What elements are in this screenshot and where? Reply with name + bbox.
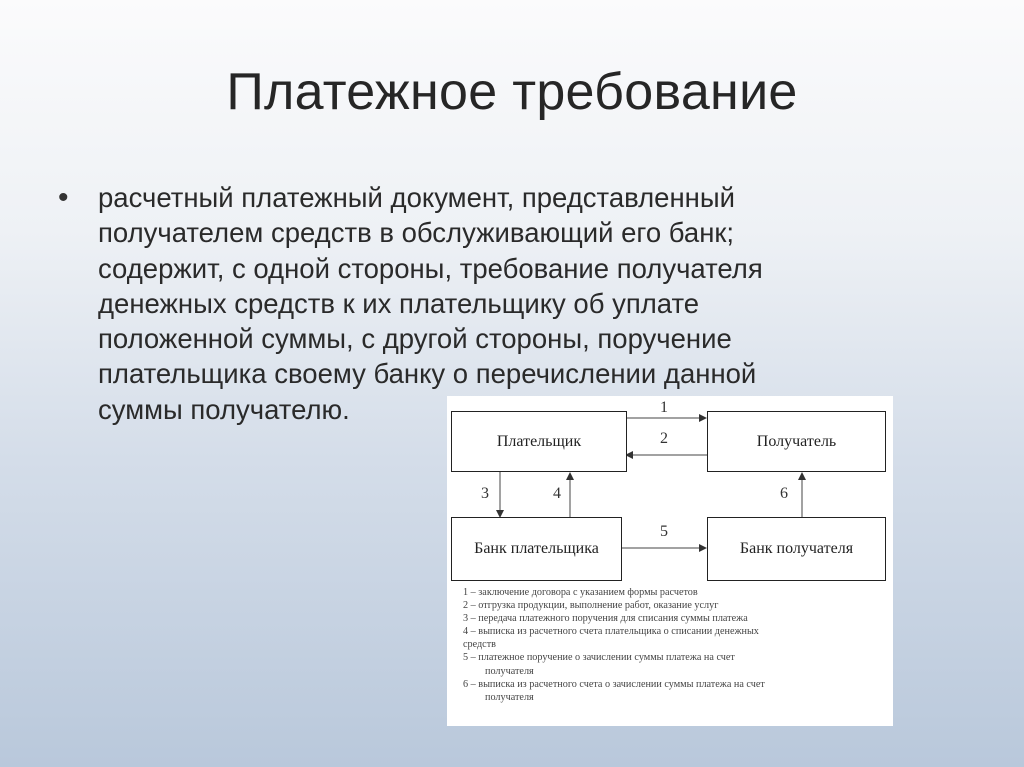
legend-line: 5 – платежное поручение о зачислении суммы платежа на счет <box>463 652 735 664</box>
edge-label-3: 3 <box>481 485 489 502</box>
legend-line: 6 – выписка из расчетного счета о зачислении суммы платежа на счет <box>463 678 765 690</box>
diagram-legend <box>463 586 883 704</box>
legend-line: 3 – передача платежного поручения для списания суммы платежа <box>463 613 748 625</box>
legend-line: 1 – заключение договора с указанием формы расчетов <box>463 587 698 598</box>
bullet-line: расчетный платежный документ, представленный <box>98 182 735 213</box>
payment-flow-diagram <box>447 396 893 726</box>
node-recipient-bank: Банк получателя <box>707 517 886 581</box>
edge-label-6: 6 <box>780 485 788 502</box>
node-payer: Плательщик <box>451 411 627 472</box>
edge-label-1: 1 <box>660 399 668 416</box>
legend-line: 2 – отгрузка продукции, выполнение работ, оказание услуг <box>463 600 719 612</box>
legend-line: 4 – выписка из расчетного счета плательщика о списании денежных <box>463 626 759 638</box>
node-payer-bank: Банк плательщика <box>451 517 622 581</box>
bullet-line: получателем средств в обслуживающий его банк; <box>98 217 735 249</box>
edge-label-5: 5 <box>660 523 668 540</box>
edge-label-2: 2 <box>660 430 668 447</box>
bullet-line: положенной суммы, с другой стороны, поручение <box>98 323 732 355</box>
bullet-line: денежных средств к их плательщику об уплате <box>98 287 700 319</box>
bullet-marker: • <box>58 181 69 214</box>
bullet-line: плательщика своему банку о перечислении данной <box>98 358 757 390</box>
legend-line: средств <box>463 639 496 651</box>
bullet-line: содержит, с одной стороны, требование получателя <box>98 252 763 284</box>
node-recipient: Получатель <box>707 411 886 472</box>
edge-label-4: 4 <box>553 485 561 502</box>
bullet-line: суммы получателю. <box>98 393 350 425</box>
legend-line: получателя <box>485 665 534 677</box>
bullet-text <box>98 180 898 427</box>
slide-title: Платежное требование <box>226 63 798 121</box>
legend-line: получателя <box>485 691 534 703</box>
